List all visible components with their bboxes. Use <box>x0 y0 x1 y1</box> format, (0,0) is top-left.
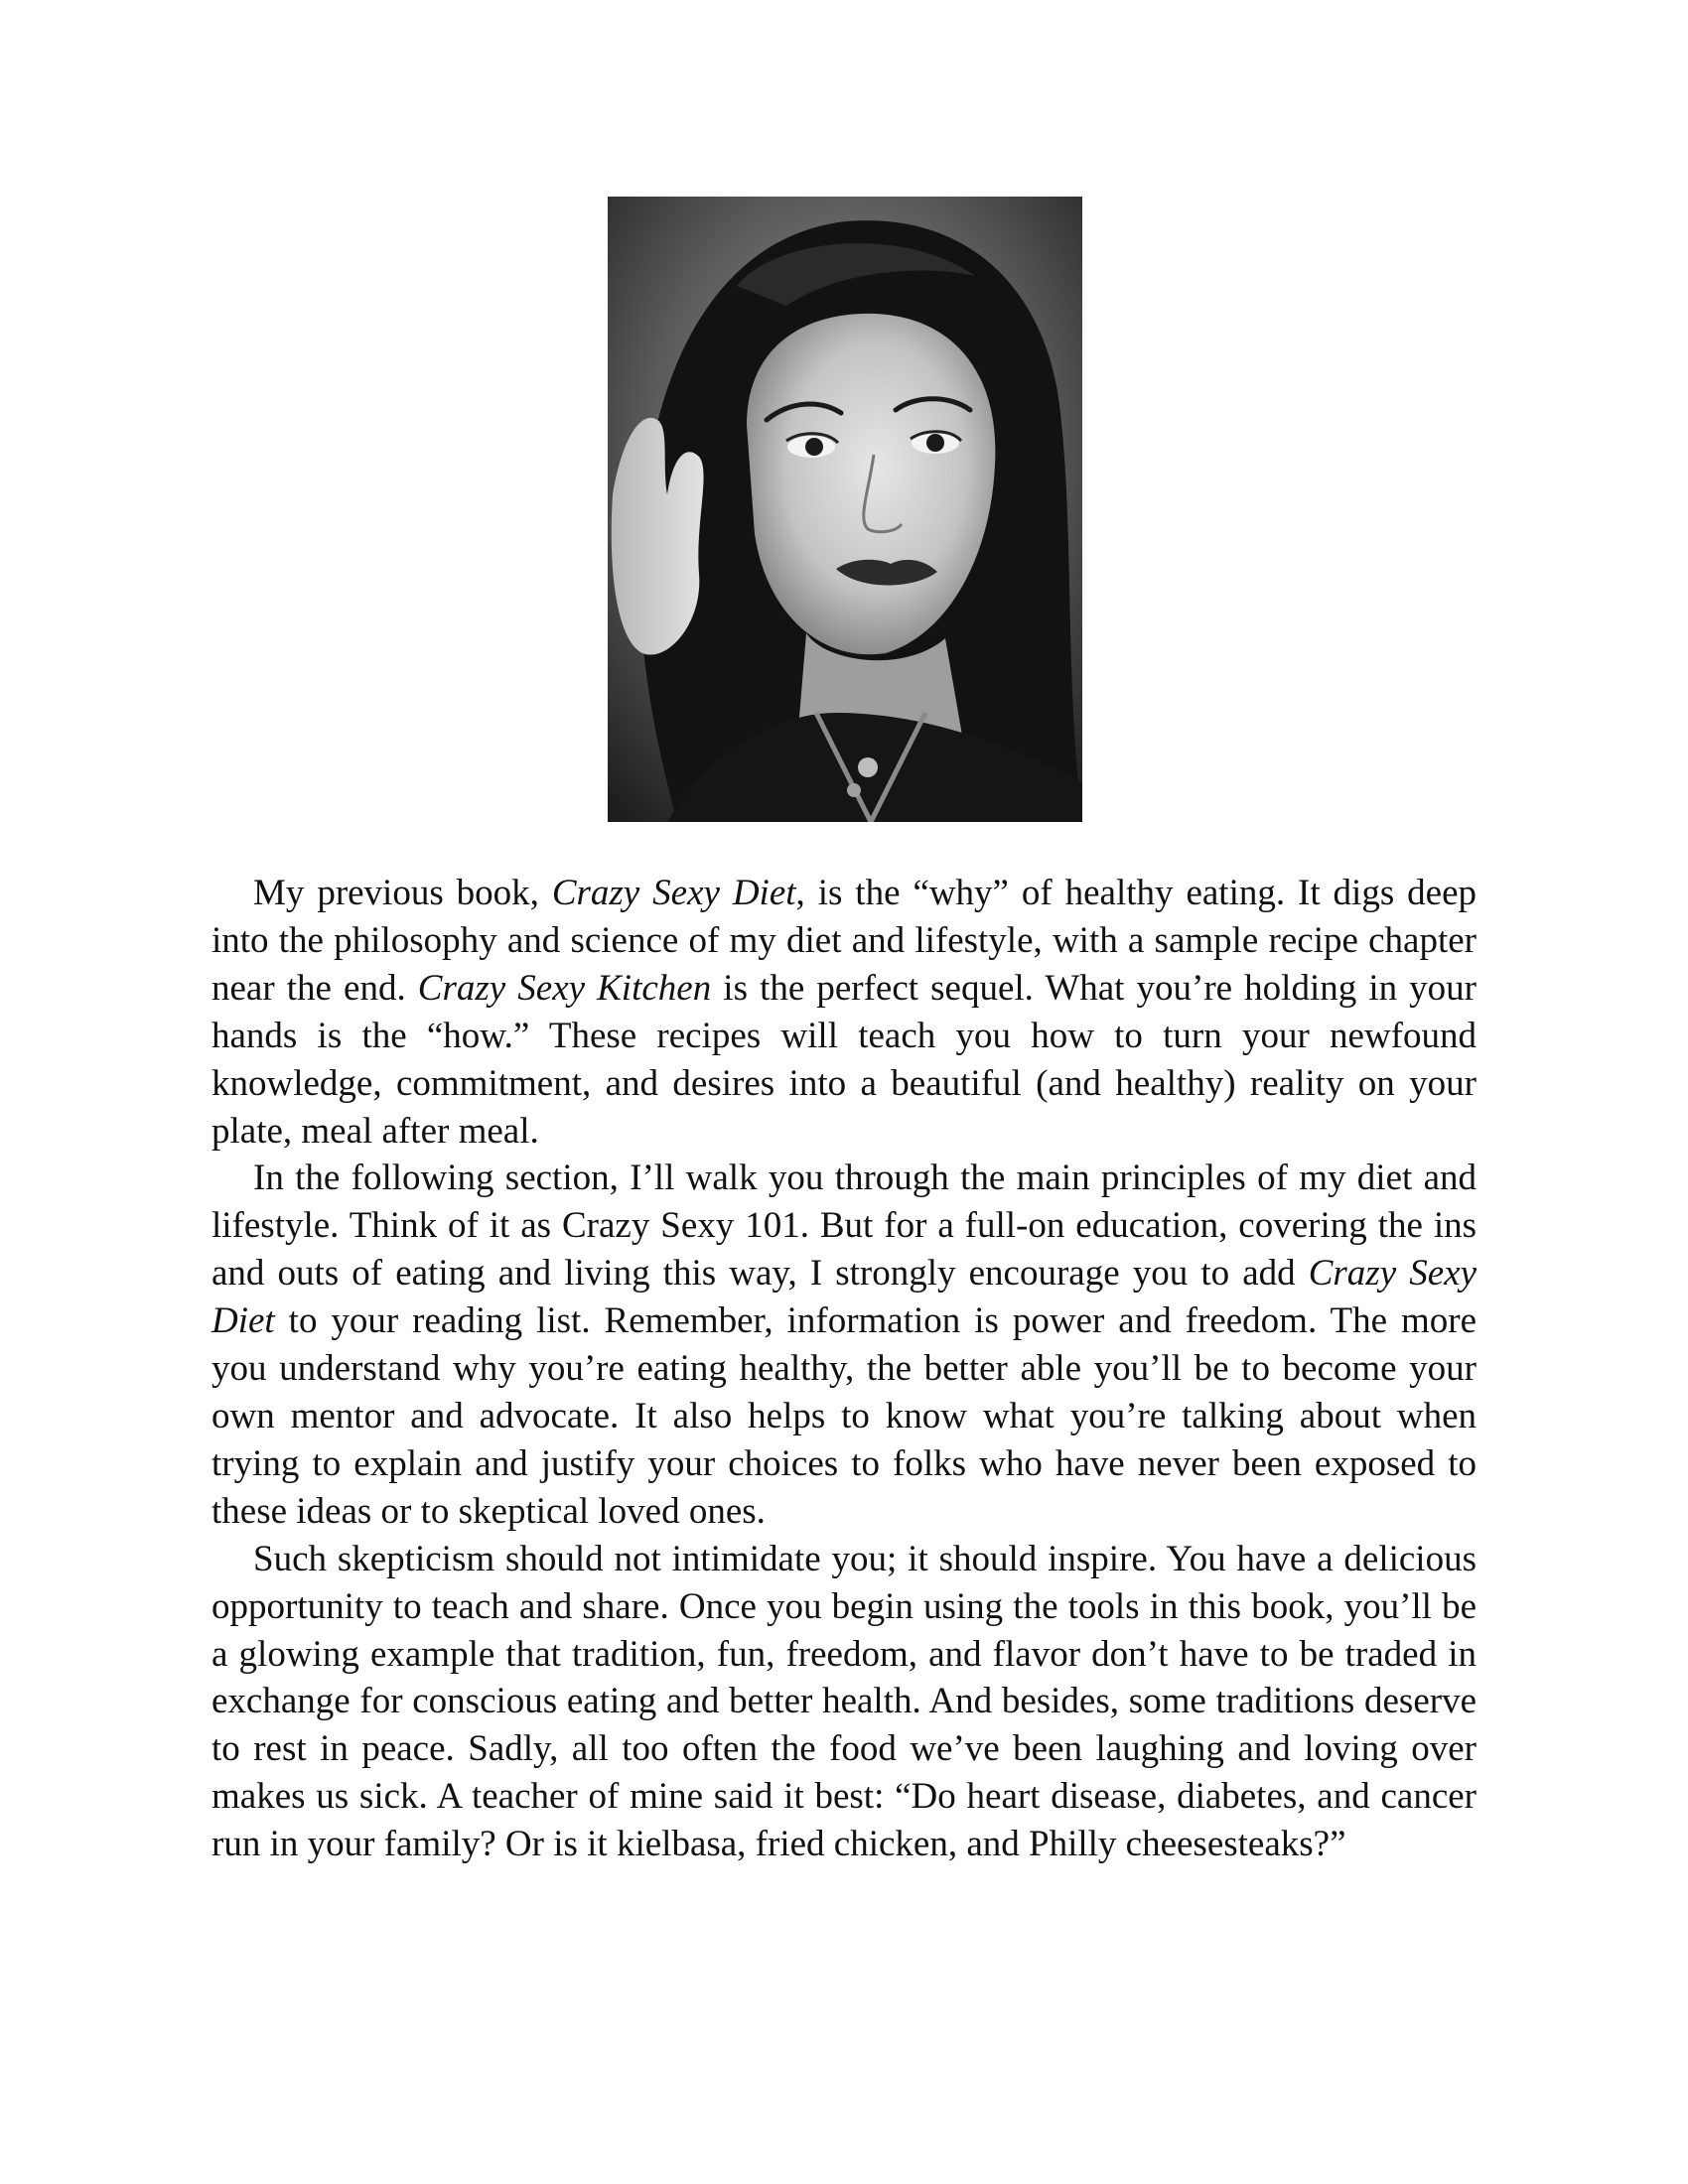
paragraph-1-text-1: My previous book, <box>253 873 552 913</box>
paragraph-3 <box>211 1536 1477 1868</box>
paragraph-2-text-2: to your reading list. Remember, information is power and freedom. The more you understand why you’re eating healthy, the better able you’ll be to become your own mentor and advocate. It also helps to know what you’re talking about when trying to explain and justify your choices to folks who have never been exposed to these ideas or to skeptical loved ones. <box>211 1300 1477 1532</box>
paragraph-1 <box>211 870 1477 1155</box>
paragraph-1-text-3: is the perfect sequel. What you’re holding in your hands is the “how.” These recipes will teach you how to turn your newfound knowledge, commitment, and desires into a beautiful (and healthy) reality on your plate, meal after meal. <box>211 967 1477 1152</box>
book-title-crazy-sexy-diet-2: Crazy Sexy Diet <box>211 1253 1477 1342</box>
paragraph-2 <box>211 1155 1477 1535</box>
portrait-image <box>608 197 1082 822</box>
paragraph-1-text-2: , is the “why” of healthy eating. It digs deep into the philosophy and science of my diet and lifestyle, with a sample recipe chapter near the end. <box>211 873 1477 1009</box>
paragraph-3-text-1: Such skepticism should not intimidate you; it should inspire. You have a delicious opportunity to teach and share. Once you begin using the tools in this book, you’ll be a glowing example that tradition, fun, freedom, and flavor don’t have to be traded in exchange for conscious eating and better health. And besides, some traditions deserve to rest in peace. Sadly, all too often the food we’ve been laughing and loving over makes us sick. A teacher of mine said it best: “Do heart disease, diabetes, and cancer run in your family? Or is it kielbasa, fried chicken, and Philly cheesesteaks?” <box>211 1538 1477 1865</box>
book-title-crazy-sexy-diet: Crazy Sexy Diet <box>551 873 796 913</box>
paragraph-2-text-1: In the following section, I’ll walk you through the main principles of my diet and lifestyle. Think of it as Crazy Sexy 101. But for a full-on education, covering the ins and outs of eating and living this way, I strongly encourage you to add <box>211 1158 1477 1295</box>
body-text <box>211 870 1477 1868</box>
portrait-photo <box>608 197 1082 822</box>
book-title-crazy-sexy-kitchen: Crazy Sexy Kitchen <box>417 967 712 1009</box>
